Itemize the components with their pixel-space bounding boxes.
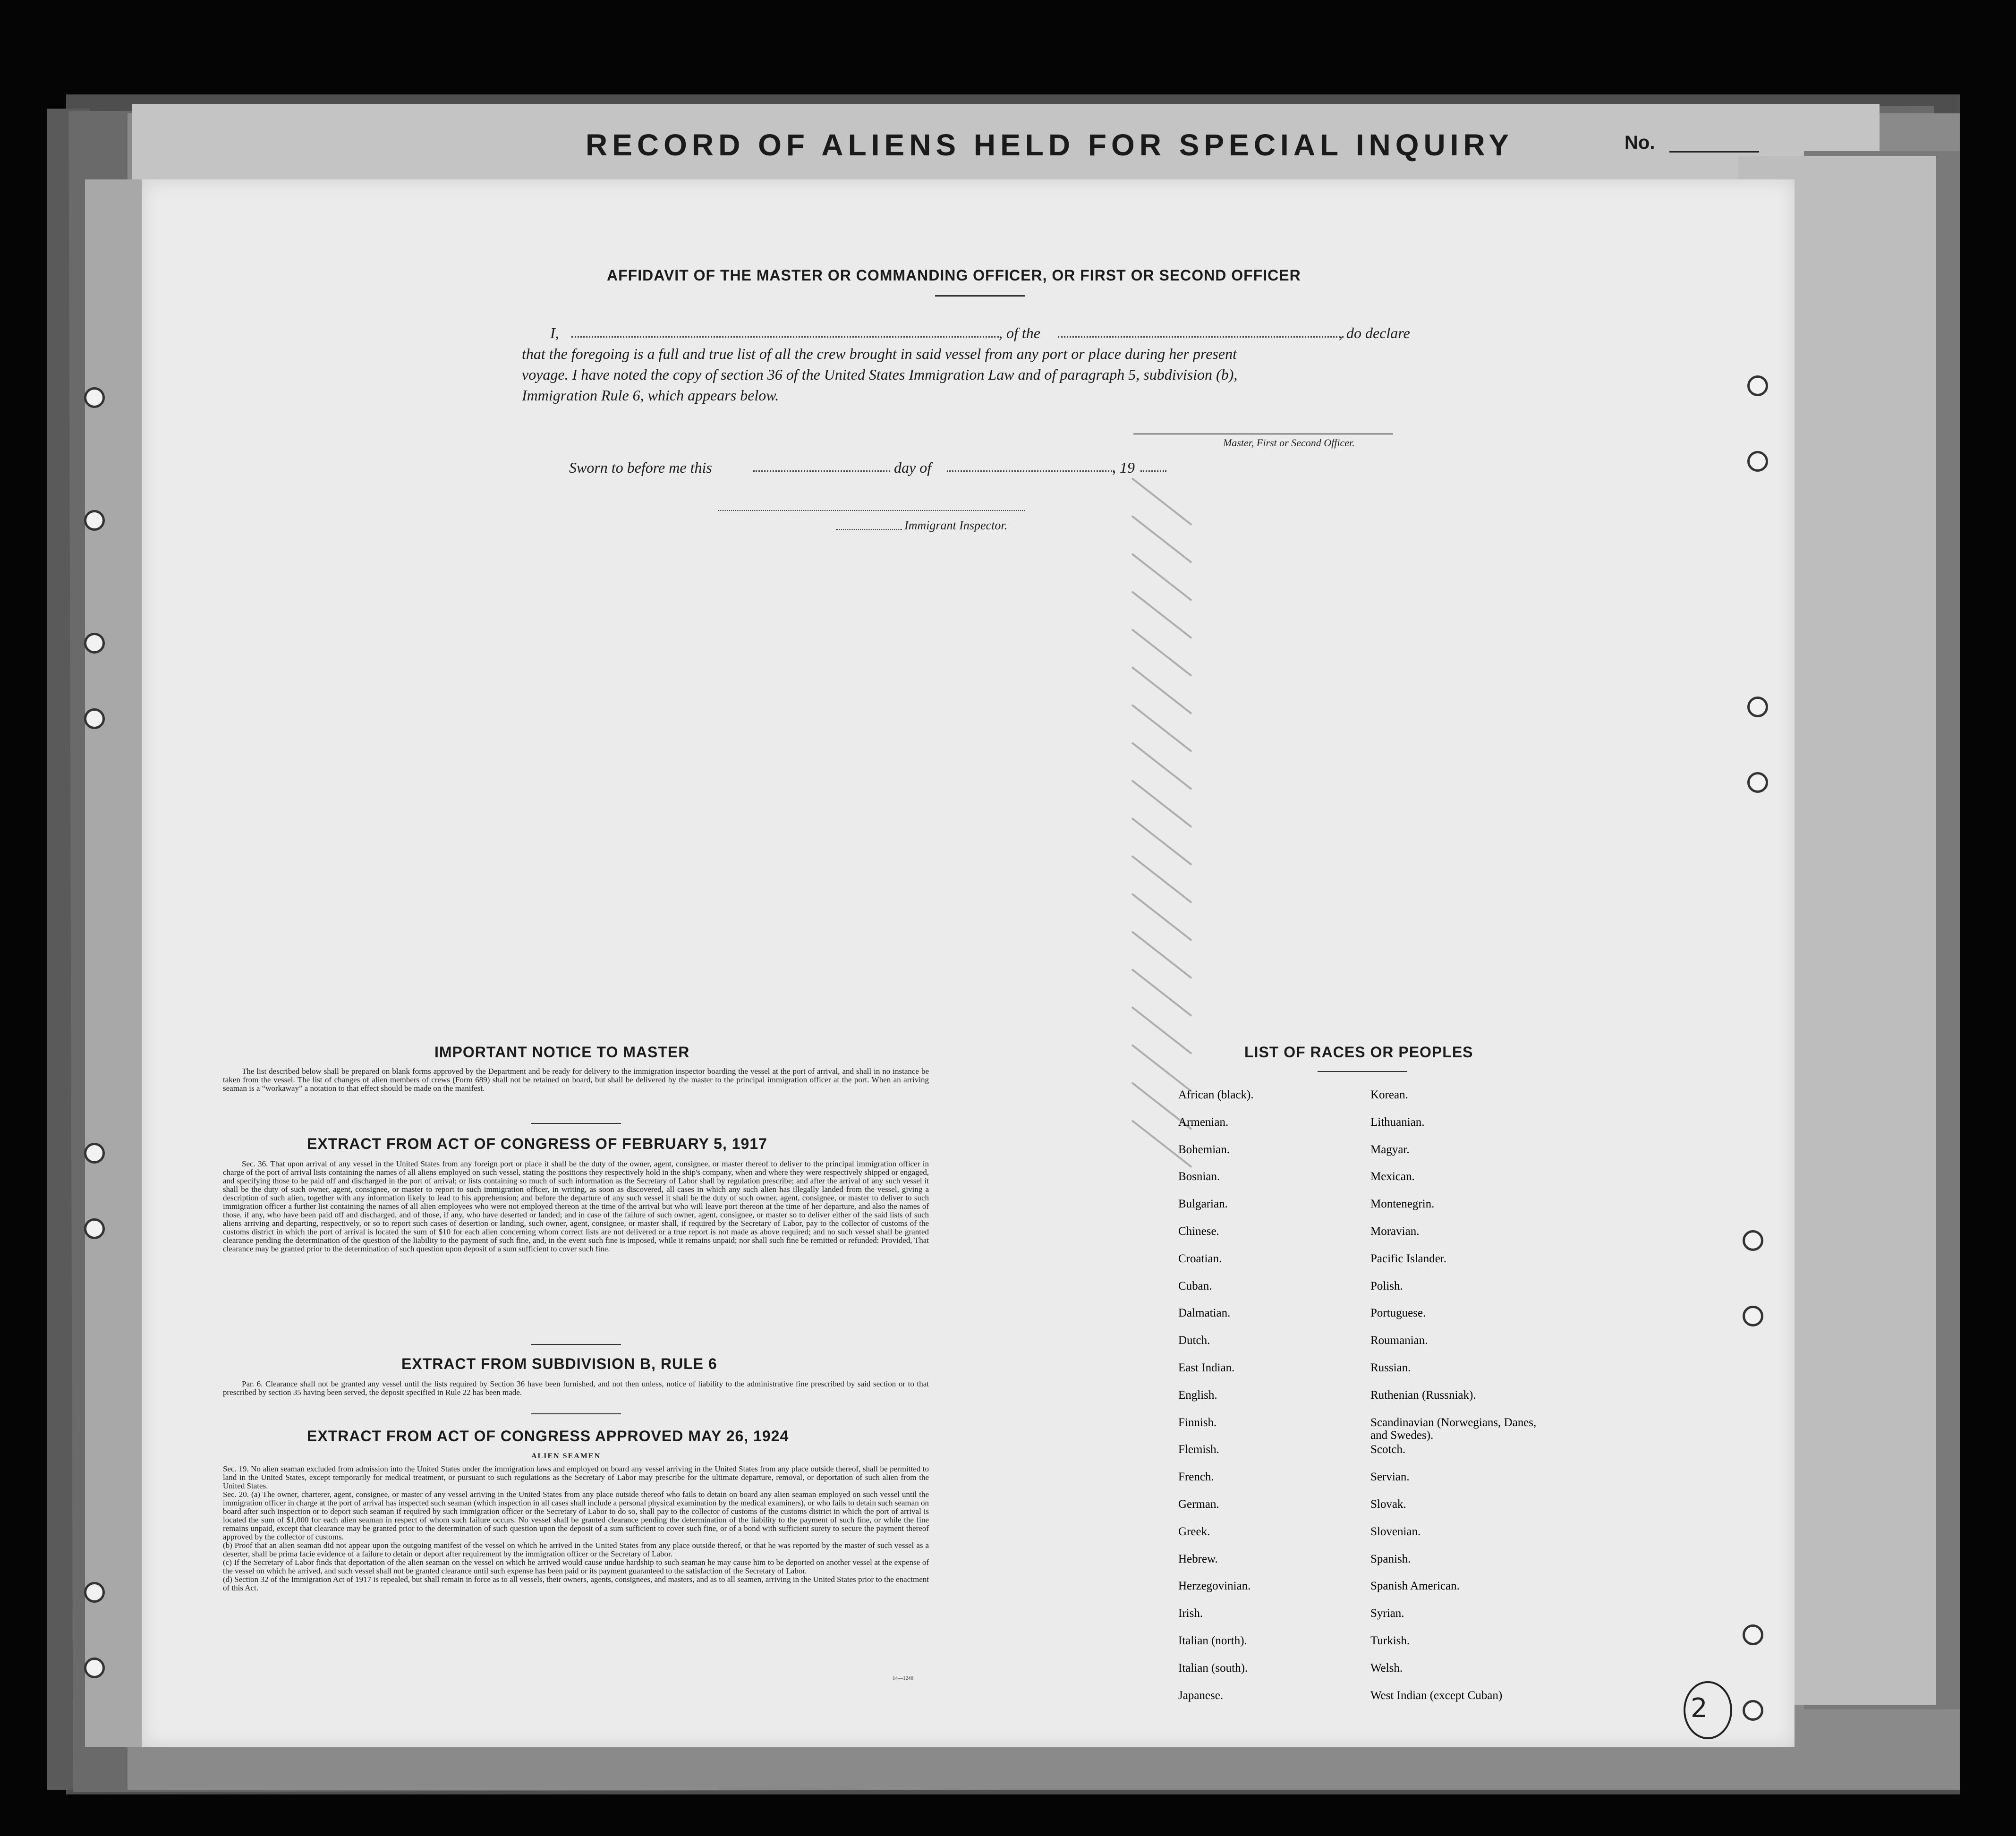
extract-1924-subtitle: ALIEN SEAMEN: [531, 1452, 601, 1460]
binder-hole: [1743, 1230, 1763, 1251]
extract-1924-body: Sec. 19. No alien seaman excluded from admission into the United States under the immigration laws and employed on board any vessel arriving in the United States from any place outside thereof, shall be permitted to land in the United States, except temporarily for medical treatment, or pursuant to such regulations as the Secretary of Labor may prescribe for the ultimate departure, removal, or deportation of such alien from the United States. Sec. 20. (a) The owner, charterer, agent, consignee, or master of any vessel arriving in the United States from any place outside thereof who fails to detain on board any alien seaman employed on such vessel until the immigration officer in charge at the port of arrival has inspected such seaman (which inspection in all cases shall include a personal physical examination by the medical examiners), or who fails to detain such seaman on board after such inspection or to deport such seaman if required by such immigration officer or the Secretary of Labor to do so, shall pay to the collector of customs of the customs district in which the port of arrival is located the sum of $1,000 for each alien seaman in respect of whom such failure occurs. No vessel shall be granted clearance pending the determination of the liability to the payment of such fine, or while the fine remains unpaid, except that clearance may be granted prior to the determination of such question upon the deposit of a sum sufficient to cover such fine, or of a bond with sufficient surety to secure the payment thereof approved by the collector of customs. (b) Proof that an alien seaman did not appear upon the outgoing manifest of the vessel on which he arrived in the United States from any place outside thereof, or that he was reported by the master of such vessel as a deserter, shall be prima facie evidence of a failure to detain or deport after requirement by the immigration officer or the Secretary of Labor. (c) If the Secretary of Labor finds that deportation of the alien seaman on the vessel on which he arrived would cause undue hardship to such seaman he may cause him to be deported on another vessel at the expense of the vessel on which he arrived, and such vessel shall not be granted clearance until such expense has been paid or its payment guaranteed to the satisfaction of the Secretary of Labor. (d) Section 32 of the Immigration Act of 1917 is repealed, but shall remain in force as to all vessels, their owners, agents, consignees, and masters, and as to all seamen, arriving in the United States prior to the enactment of this Act.: [223, 1464, 929, 1592]
extract-rule6-title: EXTRACT FROM SUBDIVISION B, RULE 6: [401, 1355, 717, 1372]
binder-hole: [1747, 697, 1768, 717]
race-item: Magyar.: [1370, 1143, 1410, 1156]
race-item: Bosnian.: [1178, 1170, 1220, 1183]
binder-hole: [1743, 1700, 1763, 1721]
binder-hole: [1743, 1306, 1763, 1326]
race-item: Croatian.: [1178, 1252, 1222, 1265]
divider: [531, 1413, 621, 1414]
extract-1917-title: EXTRACT FROM ACT OF CONGRESS OF FEBRUARY 5, 1917: [307, 1135, 767, 1152]
races-title: LIST OF RACES OR PEOPLES: [1244, 1044, 1473, 1061]
race-item: Spanish American.: [1370, 1580, 1460, 1592]
binder-hole: [1747, 451, 1768, 472]
race-item: Finnish.: [1178, 1416, 1217, 1429]
race-item: Dutch.: [1178, 1334, 1210, 1347]
sworn-year-field[interactable]: [1140, 470, 1166, 472]
race-item: French.: [1178, 1470, 1214, 1483]
race-item: African (black).: [1178, 1088, 1254, 1101]
race-item: Welsh.: [1370, 1662, 1403, 1674]
master-name-field[interactable]: [571, 336, 999, 338]
race-item: Bulgarian.: [1178, 1198, 1228, 1210]
notice-body: The list described below shall be prepared on blank forms approved by the Department and be ready for delivery to the immigration inspector boarding the vessel at the port of arrival, and shall in no instance be taken from the vessel. The list of changes of alien members of crews (Form 689) shall not be retained on board, but shall be delivered by the master to the principal immigration officer at the port. When an arriving seaman is a “workaway” a notation to that effect should be made on the manifest.: [223, 1067, 929, 1093]
race-item: German.: [1178, 1498, 1219, 1511]
year-label: , 19: [1112, 459, 1135, 476]
inspector-signature-line: [836, 529, 902, 530]
race-item: Scotch.: [1370, 1443, 1406, 1456]
race-item: Moravian.: [1370, 1225, 1420, 1238]
sworn-label: Sworn to before me this: [569, 459, 712, 476]
race-item: Hebrew.: [1178, 1553, 1218, 1565]
affidavit-declare-label: , do declare: [1339, 324, 1410, 341]
binder-hole: [1747, 375, 1768, 396]
race-item: Scandinavian (Norwegians, Danes, and Swedes).: [1370, 1416, 1537, 1442]
divider: [531, 1344, 621, 1345]
race-item: Italian (south).: [1178, 1662, 1248, 1674]
binder-hole: [84, 633, 105, 654]
race-item: West Indian (except Cuban): [1370, 1689, 1503, 1702]
race-item: English.: [1178, 1389, 1217, 1402]
sworn-month-field[interactable]: [947, 470, 1114, 472]
binder-hole: [84, 1582, 105, 1603]
race-item: Cuban.: [1178, 1280, 1212, 1292]
record-sheet-title: RECORD OF ALIENS HELD FOR SPECIAL INQUIRY: [586, 128, 1514, 162]
race-item: East Indian.: [1178, 1361, 1235, 1374]
affidavit-i-label: I,: [550, 324, 559, 341]
affidavit-text-line: voyage. I have noted the copy of section 36 of the United States Immigration Law and of paragraph 5, subdivision (b),: [522, 366, 1238, 383]
binder-hole: [84, 1218, 105, 1239]
race-item: Slovak.: [1370, 1498, 1406, 1511]
signature-label: Master, First or Second Officer.: [1223, 437, 1355, 449]
race-item: Irish.: [1178, 1607, 1203, 1620]
race-item: Armenian.: [1178, 1116, 1229, 1129]
extract-1917-body: Sec. 36. That upon arrival of any vessel in the United States from any foreign port or place it shall be the duty of the owner, agent, consignee, or master thereof to deliver to the principal immigration officer in charge of the port of arrival lists containing the names of all aliens employed on such vessel, stating the positions they respectively hold in the ship's company, when and where they were respectively shipped or engaged, and specifying those to be paid off and discharged in the port of arrival; or lists containing so much of such information as the Secretary of Labor shall by regulation prescribe; and after the arrival of any such vessel it shall be the duty of such owner, agent, consignee, or master to report to such immigration officer, in writing, as soon as discovered, all cases in which any such alien has illegally landed from the vessel, giving a description of such alien, together with any information likely to lead to his apprehension; and before the departure of any such vessel it shall be the duty of such owner, agent, consignee, or master to deliver to such immigration officer a further list containing the names of all alien employees who were not employed thereon at the time of the arrival but who will leave port thereon at the time of her departure, and also the names of those, if any, who have been paid off and discharged, and of those, if any, who have deserted or landed; and in case of the failure of such owner, agent, consignee, or master so to deliver either of the said lists of such aliens arriving and departing, respectively, or so to report such cases of desertion or landing, such owner, agent, consignee, or master shall, if required by the Secretary of Labor, pay to the collector of customs of the customs district in which the port of arrival is located the sum of $10 for each alien concerning whom correct lists are not delivered or a true report is not made as above required; and no such vessel shall be granted clearance pending the determination of the question of the liability to the payment of such fine, and, in the event such fine is imposed, while it remains unpaid; nor shall such fine be remitted or refunded: Provided, That clearance may be granted prior to the determination of such question upon deposit of a sum sufficient to cover such fine.: [223, 1159, 929, 1253]
extract-rule6-body: Par. 6. Clearance shall not be granted any vessel until the lists required by Section 36 have been furnished, and not then unless, notice of liability to the administrative fine prescribed by said section or to that prescribed by section 35 having been served, the deposit specified in Rule 22 has been made.: [223, 1379, 929, 1397]
divider: [1318, 1071, 1407, 1072]
race-item: Herzegovinian.: [1178, 1580, 1251, 1592]
race-item: Flemish.: [1178, 1443, 1219, 1456]
race-item: Turkish.: [1370, 1634, 1410, 1647]
race-item: Chinese.: [1178, 1225, 1219, 1238]
race-item: Syrian.: [1370, 1607, 1404, 1620]
record-number-label: No.: [1625, 132, 1655, 153]
race-item: Pacific Islander.: [1370, 1252, 1447, 1265]
race-item: Polish.: [1370, 1280, 1403, 1292]
binder-hole: [84, 387, 105, 408]
day-of-label: day of: [894, 459, 932, 476]
affidavit-title: AFFIDAVIT OF THE MASTER OR COMMANDING OFFICER, OR FIRST OR SECOND OFFICER: [607, 267, 1301, 284]
sworn-day-field[interactable]: [753, 470, 890, 472]
race-item: Dalmatian.: [1178, 1307, 1231, 1319]
race-item: Montenegrin.: [1370, 1198, 1435, 1210]
race-item: Italian (north).: [1178, 1634, 1247, 1647]
binder-hole: [84, 708, 105, 729]
vessel-name-field[interactable]: [1058, 336, 1344, 338]
race-item: Spanish.: [1370, 1553, 1411, 1565]
race-item: Bohemian.: [1178, 1143, 1230, 1156]
inspector-label: Immigrant Inspector.: [904, 518, 1008, 532]
race-item: Greek.: [1178, 1525, 1210, 1538]
race-item: Lithuanian.: [1370, 1116, 1425, 1129]
race-item: Mexican.: [1370, 1170, 1415, 1183]
race-item: Russian.: [1370, 1361, 1411, 1374]
background-sheet-edge: [85, 179, 142, 1747]
affidavit-text-line: that the foregoing is a full and true list of all the crew brought in said vessel from any port or place during her present: [522, 345, 1237, 362]
race-item: Slovenian.: [1370, 1525, 1421, 1538]
race-item: Japanese.: [1178, 1689, 1224, 1702]
notice-title: IMPORTANT NOTICE TO MASTER: [434, 1044, 690, 1061]
race-item: Roumanian.: [1370, 1334, 1428, 1347]
inspector-signature-line[interactable]: [718, 510, 1025, 511]
record-number-line: [1669, 151, 1759, 153]
divider: [935, 295, 1025, 297]
affidavit-text-line: Immigration Rule 6, which appears below.: [522, 387, 779, 404]
page-number: 2: [1691, 1693, 1708, 1724]
race-item: Ruthenian (Russniak).: [1370, 1389, 1476, 1402]
affidavit-of-the-label: , of the: [999, 324, 1040, 341]
divider: [531, 1123, 621, 1124]
binder-hole: [1747, 772, 1768, 793]
binder-hole: [84, 1658, 105, 1678]
race-item: Korean.: [1370, 1088, 1408, 1101]
binder-hole: [84, 510, 105, 531]
binder-hole: [84, 1143, 105, 1164]
form-print-code: 14—1240: [893, 1675, 913, 1681]
race-item: Portuguese.: [1370, 1307, 1426, 1319]
extract-1924-title: EXTRACT FROM ACT OF CONGRESS APPROVED MAY 26, 1924: [307, 1428, 789, 1445]
binder-hole: [1743, 1624, 1763, 1645]
race-item: Servian.: [1370, 1470, 1410, 1483]
